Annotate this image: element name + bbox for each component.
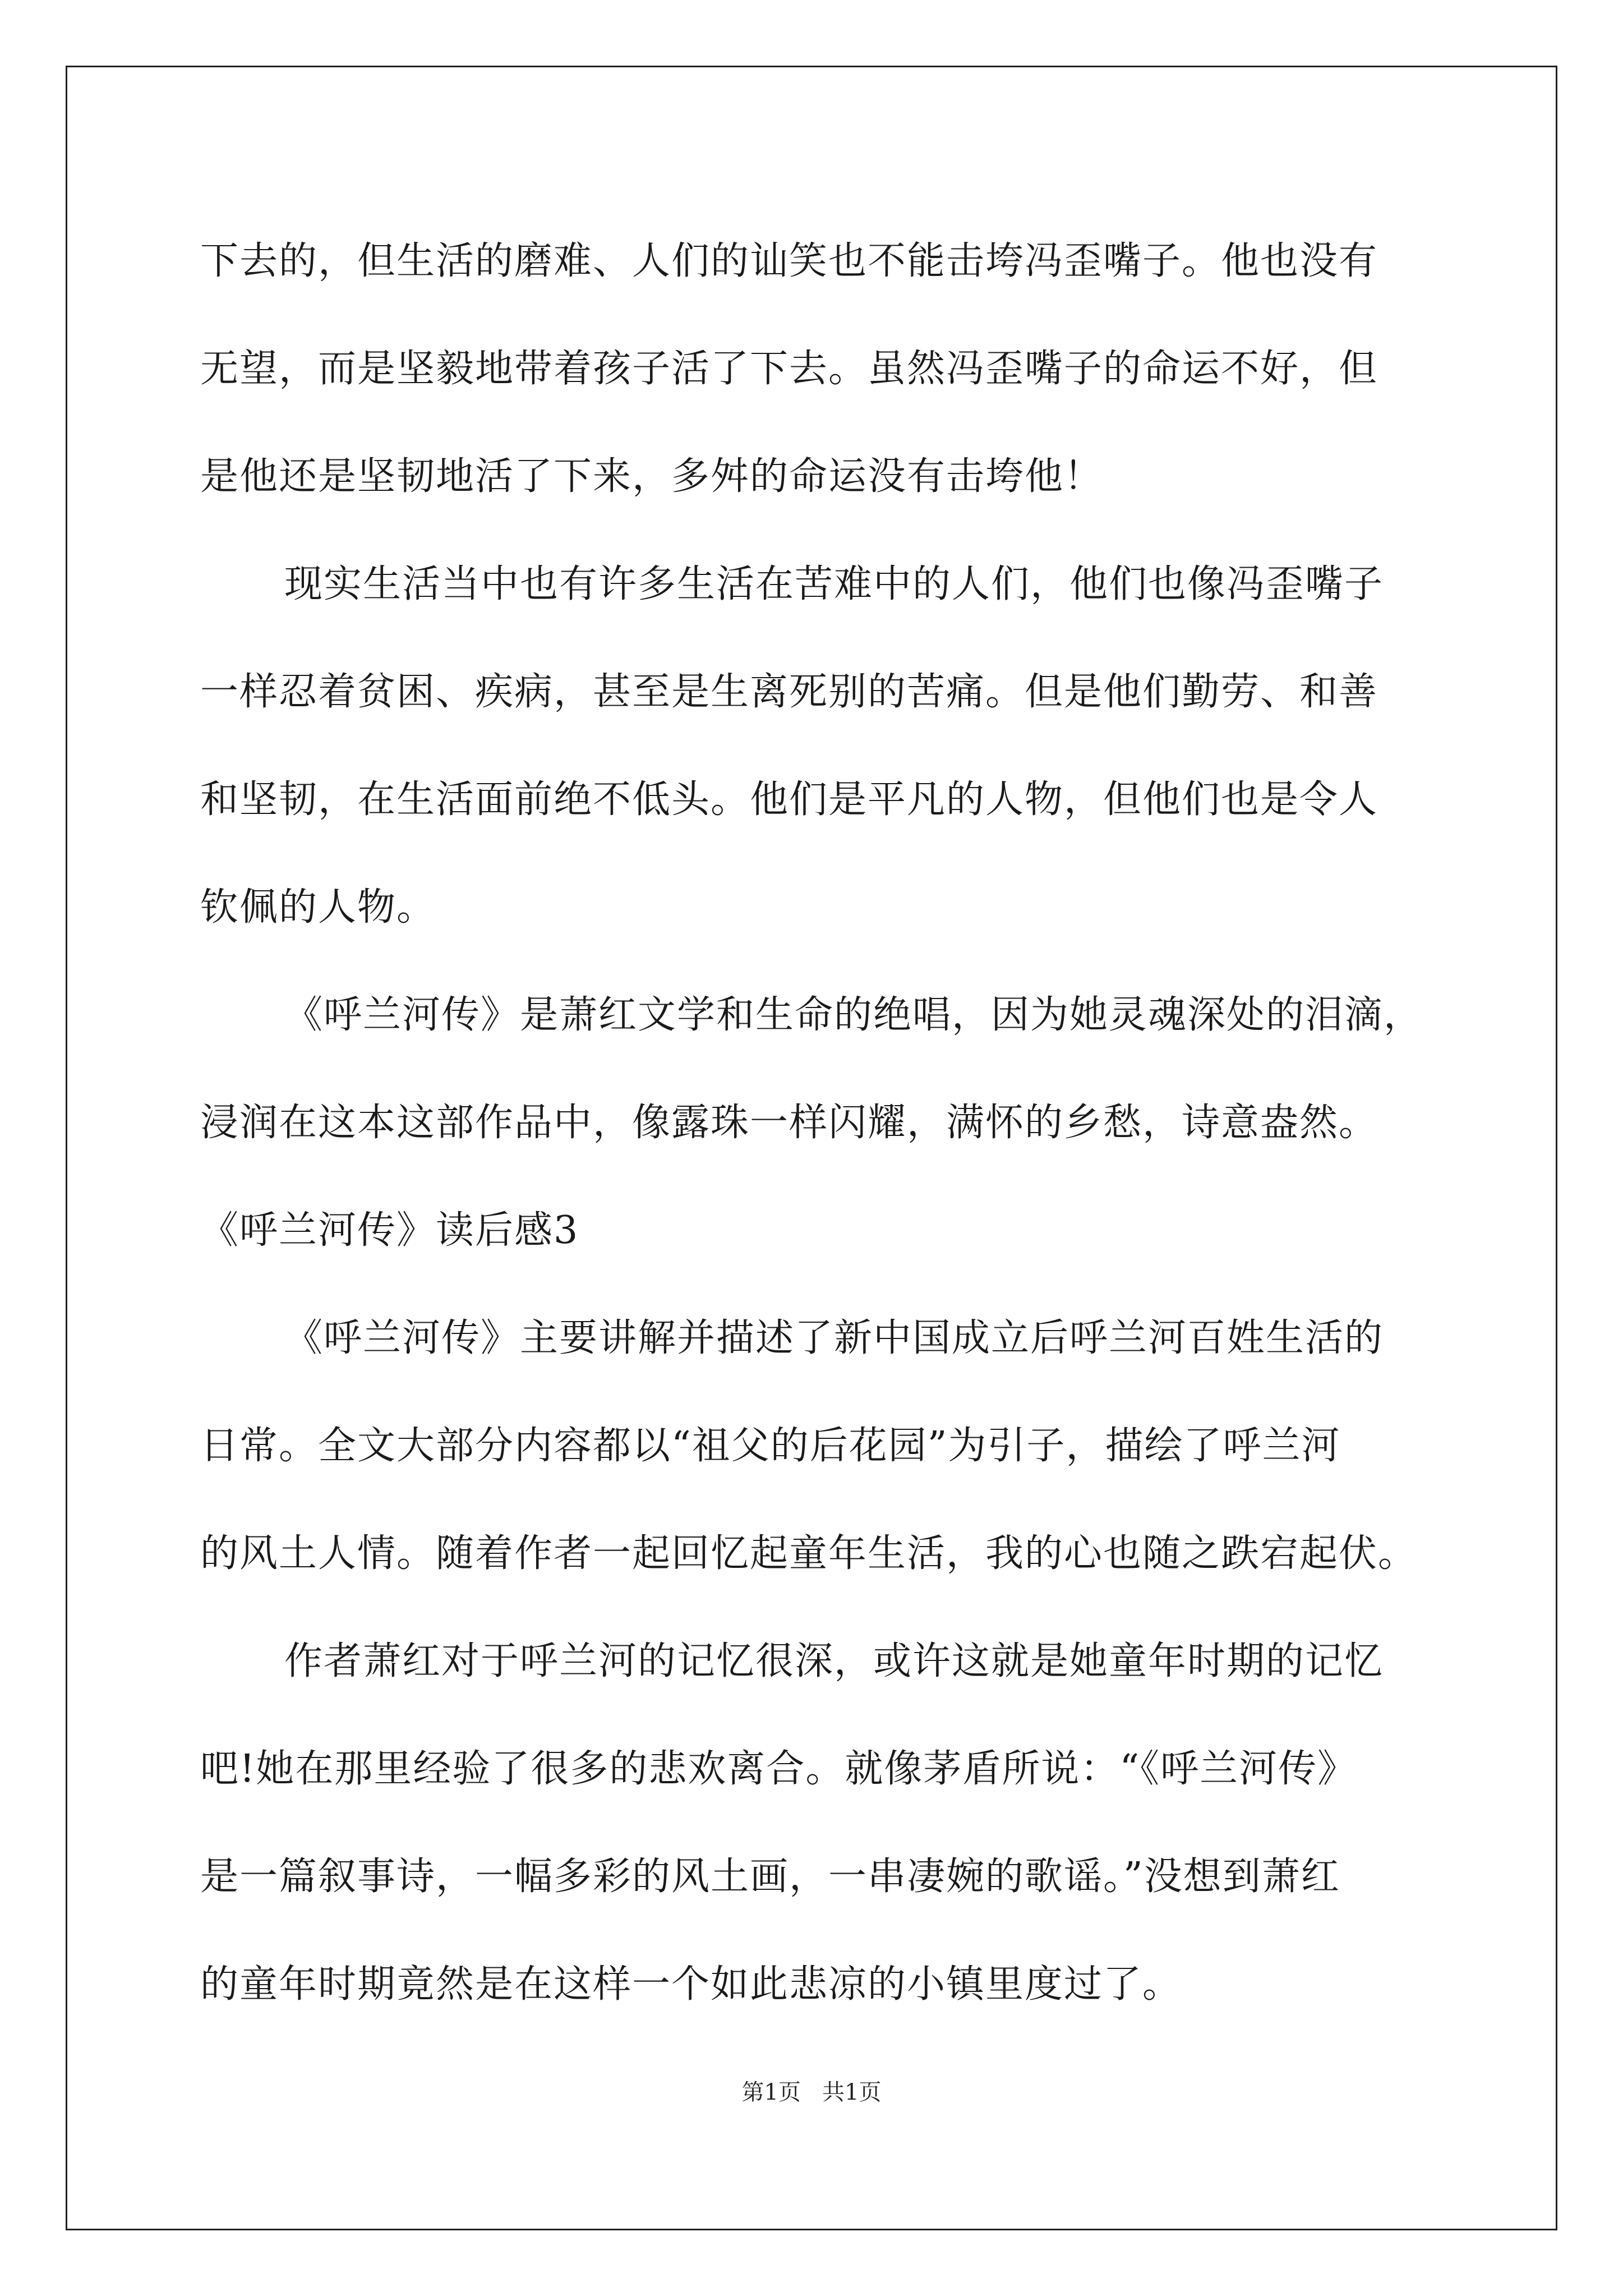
page-footer [0, 2077, 1623, 2108]
text-line: 一样忍着贫困、疾病，甚至是生离死别的苦痛。但是他们勤劳、和善 [200, 670, 1378, 714]
text-line: 日常。全文大部分内容都以“祖父的后花园”为引子，描绘了呼兰河 [200, 1424, 1341, 1468]
page-number-current: 第1页 [741, 2079, 801, 2105]
document-body [200, 208, 1423, 2039]
section-heading: 《呼兰河传》读后感3 [200, 1208, 579, 1253]
text-line: 是他还是坚韧地活了下来，多舛的命运没有击垮他！ [200, 454, 1104, 499]
text-line: 是一篇叙事诗，一幅多彩的风土画，一串凄婉的歌谣。”没想到萧红 [200, 1855, 1340, 1899]
text-line: 的风土人情。随着作者一起回忆起童年生活，我的心也随之跌宕起伏。 [200, 1531, 1418, 1576]
text-line: 下去的，但生活的磨难、人们的讪笑也不能击垮冯歪嘴子。他也没有 [200, 239, 1378, 283]
text-line: 钦佩的人物。 [200, 885, 436, 930]
text-line: 浸润在这本这部作品中，像露珠一样闪耀，满怀的乡愁，诗意盎然。 [200, 1101, 1378, 1145]
page-number-total: 共1页 [822, 2079, 882, 2105]
text-line: 和坚韧，在生活面前绝不低头。他们是平凡的人物，但他们也是令人 [200, 777, 1378, 822]
paragraph-start-line: 现实生活当中也有许多生活在苦难中的人们，他们也像冯歪嘴子 [284, 562, 1384, 606]
text-line: 的童年时期竟然是在这样一个如此悲凉的小镇里度过了。 [200, 1962, 1182, 2007]
paragraph-start-line: 《呼兰河传》主要讲解并描述了新中国成立后呼兰河百姓生活的 [284, 1316, 1384, 1360]
text-line: 吧!她在那里经验了很多的悲欢离合。就像茅盾所说：“《呼兰河传》 [200, 1747, 1357, 1791]
paragraph-start-line: 《呼兰河传》是萧红文学和生命的绝唱，因为她灵魂深处的泪滴， [284, 993, 1423, 1037]
text-line: 无望，而是坚毅地带着孩子活了下去。虽然冯歪嘴子的命运不好，但 [200, 347, 1378, 391]
paragraph-start-line: 作者萧红对于呼兰河的记忆很深，或许这就是她童年时期的记忆 [284, 1639, 1384, 1683]
